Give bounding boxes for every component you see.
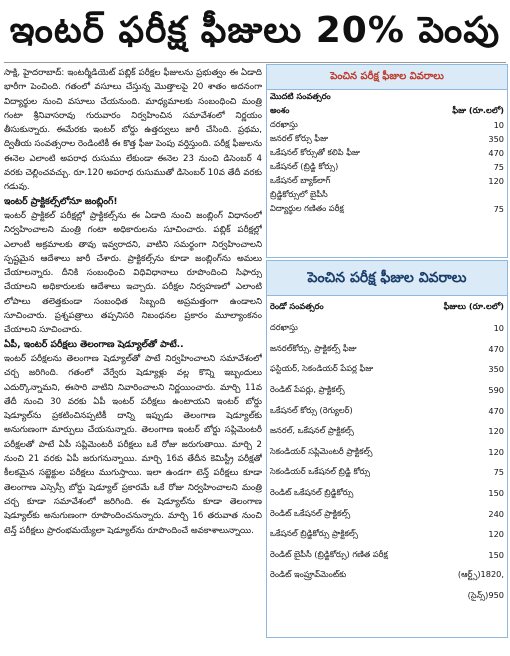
article-paragraph: సాక్షి, హైదరాబాద్: ఇంటర్మీడియెట్ పబ్లిక్ పరీక్షల ఫీజులను ప్రభుత్వం ఈ ఏడాది భారీగా పెంచింది. గతంలో వసూలు చేస్తున్న మొత్తాలపై 20 శాతం అదనంగా విద్యార్థుల నుంచి వసూలు చేయనుంది. మాధ్యమాలకు సంబంధించి మంత్రి గంటా శ్రీనివాసరావు గురువారం నిర్వహించిన సమావేశంలో నిర్ణయం తీసుకున్నారు. ఈమేరకు ఇంటర్ బోర్డు ఉత్తర్వులు జారీ చేసింది. ప్రథమ, ద్వితీయ సంవత్సరాల రెండింటికీ ఈ కొత్త ఫీజు పెంపు వర్తిస్తుంది. పరీక్ష ఫీజులను ఈనెల ఎలాంటి అపరాధ రుసుము లేకుండా ఈనెల 23 నుంచి డిసెంబర్ 4 వరకు చెల్లించవచ్చు. రూ.120 అపరాధ రుసుముతో డిసెంబర్ 10వ తేదీ వరకు గడువు.	[4, 68, 262, 193]
table-row	[267, 442, 507, 463]
article-column	[4, 66, 262, 656]
row-item: ఫస్టియర్, సెకండియర్ పేపర్ల ఫీజు	[270, 363, 374, 374]
row-fee: 75	[493, 162, 504, 172]
table-row	[267, 118, 507, 132]
headline-divider	[4, 62, 506, 63]
article-paragraph: ఇంటర్ పరీక్షలను తెలంగాణ షెడ్యూల్‌తో పాటే నిర్వహించాలని సమావేశంలో చర్చ జరిగింది. గతంలో వేర్వేరు షెడ్యూళ్లు వల్ల కొన్ని ఇబ్బందులు ఎదుర్కొన్నామని, ఈసారి వాటిని నివారించాలని నిర్ణయించారు. మార్చి 11వ తేదీ నుంచి 30 వరకు ఏపీ ఇంటర్ పరీక్షలు ఉంటాయని ఇంటర్ బోర్డు షెడ్యూల్‌ను ప్రకటించినప్పటికీ దాన్ని ఇప్పుడు తెలంగాణ షెడ్యూల్‌కు అనుగుణంగా మార్పులు చేయనున్నారు. తెలంగాణ ఇంటర్ బోర్డు సప్లిమెంటరీ పరీక్షలతో పాటే ఏపీ సప్లిమెంటరీ పరీక్షలు ఒకే రోజు జరుగుతాయి. మార్చి 2 నుంచి 21 వరకు ఏపీ జరుగనున్నాయి. మార్చి 16వ తేదీన కెమిస్ట్రీ పరీక్షతో కీలకమైన సబ్జెక్టుల పరీక్షలు ముగుస్తాయి. ఇలా ఉండగా టెన్త్ పరీక్షలు కూడా తెలంగాణ ఎస్సెస్సీ బోర్డు షెడ్యూల్ ప్రకారమే ఒకే రోజు నిర్వహించాలని మంత్రి చర్చ కూడా సమావేశంలో జరిగింది. ఈ షెడ్యూల్‌ను కూడా తెలంగాణ షెడ్యూల్‌కు అనుగుణంగా రూపొందించనున్నారు. మార్చి 16 తరువాత నుంచి టెన్త్ పరీక్షలు ప్రారంభమయ్యేలా షెడ్యూల్‌ను రూపొందించే అవకాశాలున్నాయి.	[4, 353, 262, 536]
row-item: ఒకేషనల్ బ్యాక్‌లాగ్	[270, 175, 331, 185]
column-header-fee: ఫీజులు (రూ.లలో)	[443, 301, 504, 311]
row-item: దరఖాస్తు	[270, 119, 298, 129]
row-item: విద్యార్థుల గణితం పరీక్ష	[270, 203, 344, 213]
row-fee: 150	[488, 488, 504, 499]
first-year-table-title: పెంచిన పరీక్ష ఫీజుల వివరాలు	[267, 65, 507, 90]
table-row	[267, 483, 507, 504]
row-item: రెండిట్ ఇంప్రూవ్‌మెంట్‌కు	[270, 569, 347, 580]
article-subheading: ఇంటర్ ప్రాక్టికల్స్‌లోనూ జంబ్లింగ్!	[4, 195, 118, 207]
row-item: ఒకేషనల్ (బ్రిడ్జి కోర్సు)	[270, 161, 339, 171]
row-fee: 240	[488, 508, 504, 519]
table-row	[267, 586, 507, 607]
row-fee: 150	[488, 549, 504, 560]
row-fee: 470	[488, 343, 504, 354]
row-item: సెకండియర్ ఒకేషనల్ బ్రిడ్జి కోర్సు	[270, 466, 371, 477]
row-fee: 120	[488, 426, 504, 437]
second-year-fee-grid	[267, 296, 507, 606]
table-row	[267, 400, 507, 421]
first-year-fee-grid	[267, 90, 507, 216]
row-item: జనరల్ కోర్సు ఫీజు	[270, 133, 328, 143]
table-row	[267, 524, 507, 545]
article-subheading: ఏపీ, ఇంటర్ పరీక్షలు తెలంగాణ షెడ్యూల్‌తో పాటే..	[4, 338, 184, 350]
column-header-item: అంశం	[270, 105, 290, 115]
column-header-fee: ఫీజు (రూ.లలో)	[452, 105, 504, 115]
row-item: రెండిట్ బైపీసీ (బ్రిడ్జికోర్సు) గణిత పరీక్ష	[270, 548, 388, 559]
row-fee: (సైన్స్)950	[467, 590, 504, 601]
table-row	[267, 565, 507, 586]
row-item: దరఖాస్తు	[270, 322, 298, 333]
row-fee	[431, 188, 507, 202]
row-fee: 470	[488, 148, 504, 158]
table-row	[267, 380, 507, 401]
row-item: ఒకేషనల్ కోర్సు (రెగ్యులర్)	[270, 404, 353, 415]
table-row	[267, 462, 507, 483]
row-fee: 470	[488, 405, 504, 416]
row-fee: 590	[488, 385, 504, 396]
table-row	[267, 318, 507, 339]
row-item: సెకండియర్ సప్లిమెంటరీ ప్రాక్టికల్స్	[270, 445, 373, 456]
row-item: రెండిట్ ఒకేషనల్ ప్రాక్టికల్స్	[270, 507, 351, 518]
row-fee: 350	[488, 134, 504, 144]
second-year-table-title: పెంచిన పరీక్ష ఫీజుల వివరాలు	[267, 261, 507, 296]
table-row	[267, 188, 507, 202]
row-fee: 350	[488, 364, 504, 375]
row-item: జనరల్‌కోర్సు, ప్రాక్టికల్స్ ఫీజు	[270, 342, 357, 353]
row-fee: 120	[488, 529, 504, 540]
table-row	[267, 545, 507, 566]
table-row	[267, 202, 507, 216]
row-fee: 75	[493, 467, 504, 478]
row-item: ఒకేషనల్ కోర్సుతో కలిపి ఫీజు	[270, 147, 360, 157]
row-fee: 75	[493, 204, 504, 214]
row-fee: 120	[488, 446, 504, 457]
row-fee: 120	[488, 176, 504, 186]
article-paragraph: ఇంటర్ ప్రాక్టికల్ పరీక్షల్లో ప్రాక్టికల్స్‌ను ఈ ఏడాది నుంచి జంబ్లింగ్ విధానంలో నిర్వహించాలని మంత్రి గంటా అధికారులను సూచించారు. పబ్లిక్ పరీక్షల్లో ఎలాంటి అక్రమాలకు తావు ఇవ్వరాదని, వాటిని సమర్థంగా నిర్వహించాలని స్పష్టమైన ఆదేశాలు జారీ చేశారు. ప్రాక్టికల్స్‌ను కూడా జంబ్లింగ్‌ను అమలు చేయాలన్నారు. దీనికి సంబంధించి విధివిధానాలు రూపొందించి సిఫార్సు చేయాలని అధికారులకు ఆదేశాలు ఇచ్చారు. పరీక్షల నిర్వహణలో ఎలాంటి లోపాలు తలెత్తకుండా సంబంధిత సిబ్బంది అప్రమత్తంగా ఉండాలని సూచించారు. ప్రశ్నపత్రాలు తప్పనిసరి నిబంధనల ప్రకారం మూల్యాంకనం చేయాలని సూచించారు.	[4, 210, 262, 336]
row-fee: (ఆర్ట్స్)1820,	[457, 569, 504, 580]
row-item	[267, 586, 421, 607]
table-row	[267, 132, 507, 146]
row-item: రెండిట్ పేపర్లు, ప్రాక్టికల్స్	[270, 384, 345, 395]
row-item: రెండిట్ ఒకేషనల్ బ్రిడ్జికోర్సు	[270, 487, 354, 498]
table-row	[267, 359, 507, 380]
row-fee: 10	[493, 323, 504, 334]
column-header-item: రెండో సంవత్సరం	[270, 301, 324, 311]
row-fee: 10	[493, 120, 504, 130]
table-row	[267, 339, 507, 360]
table-row	[267, 421, 507, 442]
table-row	[267, 160, 507, 174]
second-year-fee-table	[266, 260, 508, 638]
table-row	[267, 503, 507, 524]
table-row	[267, 174, 507, 188]
row-item: బ్రిడ్జికోర్సులో బైపీసీ	[270, 189, 328, 199]
table-row	[267, 146, 507, 160]
row-item: జనరల్, ఒకేషనల్ ప్రాక్టికల్స్	[270, 425, 354, 436]
year-label: మొదటి సంవత్సరం	[270, 91, 331, 101]
row-item: ఒకేషనల్ బ్రిడ్జికోర్సు ప్రాక్టికల్స్	[270, 528, 358, 539]
first-year-fee-table	[266, 64, 508, 258]
headline: ఇంటర్ ఫరీక్ష ఫీజులు 20% పెంపు	[9, 10, 501, 51]
